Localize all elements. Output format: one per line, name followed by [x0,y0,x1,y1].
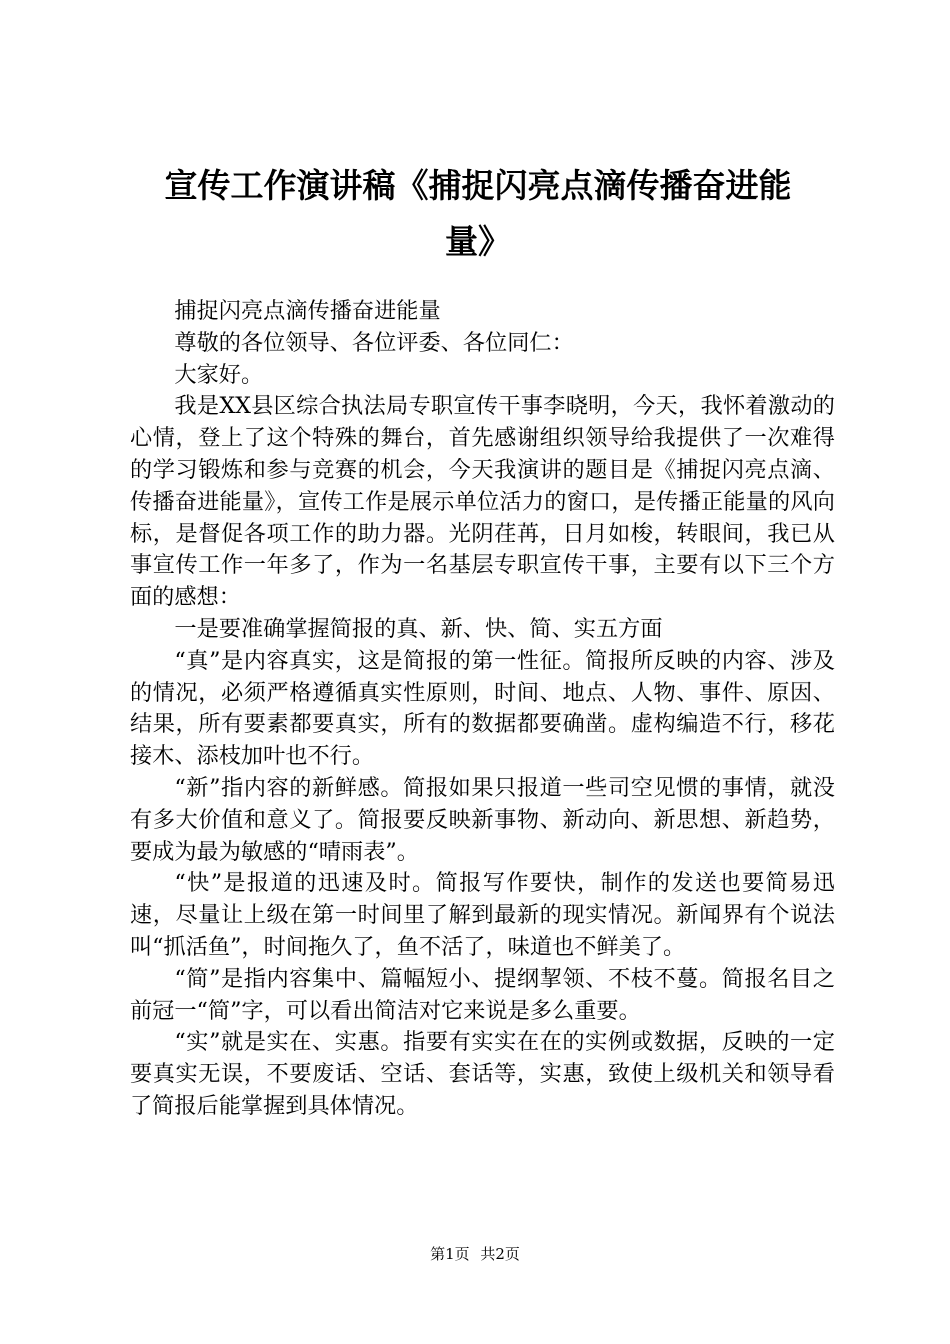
page-total: 共2页 [480,1245,520,1263]
paragraph-fast: “快”是报道的迅速及时。简报写作要快，制作的发送也要简易迅速，尽量让上级在第一时间里了解到最新的现实情况。新闻界有个说法叫“抓活鱼”，时间拖久了，鱼不活了，味道也不鲜美了。 [130,870,835,960]
paragraph-new: “新”指内容的新鲜感。简报如果只报道一些司空见惯的事情，就没有多大价值和意义了。简报要反映新事物、新动向、新思想、新趋势，要成为最为敏感的“晴雨表”。 [130,774,835,865]
intro-paragraph: 我是XX县区综合执法局专职宣传干事李晓明，今天，我怀着激动的心情，登上了这个特殊的舞台，首先感谢组织领导给我提供了一次难得的学习锻炼和参与竞赛的机会，今天我演讲的题目是《捕捉闪亮点滴、传播奋进能量》，宣传工作是展示单位活力的窗口，是传播正能量的风向标，是督促各项工作的助力器。光阴荏苒，日月如梭，转眼间，我已从事宣传工作一年多了，作为一名基层专职宣传干事，主要有以下三个方面的感想： [130,393,835,611]
speech-subtitle: 捕捉闪亮点滴传播奋进能量 [174,298,441,324]
salutation: 尊敬的各位领导、各位评委、各位同仁： [174,329,574,356]
page-number: 第1页 [430,1245,470,1263]
document-body [130,296,835,1123]
greeting: 大家好。 [174,361,264,388]
paragraph-truth: “真”是内容真实，这是简报的第一性征。简报所反映的内容、涉及的情况，必须严格遵循真实性原则，时间、地点、人物、事件、原因、结果，所有要素都要真实，所有的数据都要确凿。虚构编造不行，移花接木、添枝加叶也不行。 [130,647,835,770]
section-heading: 一是要准确掌握简报的真、新、快、简、实五方面 [174,615,663,642]
page-footer [0,1243,950,1264]
document-title-line-2: 量》 [445,222,511,261]
document-title [128,158,828,270]
paragraph-practical: “实”就是实在、实惠。指要有实实在在的实例或数据，反映的一定要真实无误，不要废话、空话、套话等，实惠，致使上级机关和领导看了简报后能掌握到具体情况。 [130,1029,835,1119]
paragraph-concise: “简”是指内容集中、篇幅短小、提纲挈领、不枝不蔓。简报名目之前冠一“简”字，可以看出简洁对它来说是多么重要。 [130,965,835,1024]
document-title-line-1: 宣传工作演讲稿《捕捉闪亮点滴传播奋进能 [164,166,792,205]
